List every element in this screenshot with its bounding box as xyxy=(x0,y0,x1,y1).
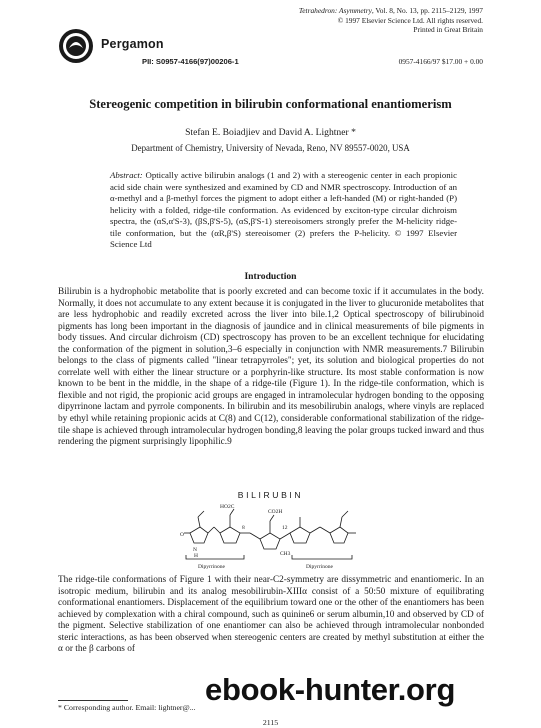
figure-label-n-left: N xyxy=(193,547,197,553)
figure-label-o-left: O xyxy=(180,532,184,538)
article-title: Stereogenic competition in bilirubin conformational enantiomerism xyxy=(89,97,452,111)
watermark: ebook-hunter.org xyxy=(205,672,456,707)
journal-name: Tetrahedron: Asymmetry xyxy=(298,6,372,15)
corresponding-author-footnote: * Corresponding author. Email: lightner@... xyxy=(58,703,196,712)
figure-label-co2h: CO2H xyxy=(268,509,283,515)
issn-price: 0957-4166/97 $17.00 + 0.00 xyxy=(398,57,483,66)
abstract xyxy=(110,170,457,251)
footnote-divider xyxy=(58,700,128,701)
figure-label-dipyrrinone-right: Dipyrrinone xyxy=(306,564,333,570)
printed-line: Printed in Great Britain xyxy=(413,25,483,35)
figure-label-ho2c: HO2C xyxy=(220,504,235,510)
section-heading-introduction: Introduction xyxy=(244,271,297,282)
publisher-logo xyxy=(58,28,94,64)
copyright-line: © 1997 Elsevier Science Ltd. All rights reserved. xyxy=(337,15,483,25)
figure-label-dipyrrinone-left: Dipyrrinone xyxy=(198,564,225,570)
figure-label-c8: 8 xyxy=(242,525,245,531)
journal-citation: , Vol. 8, No. 13, pp. 2115–2129, 1997 xyxy=(371,6,483,15)
article-affiliation: Department of Chemistry, University of Nevada, Reno, NV 89557-0020, USA xyxy=(131,143,410,153)
article-authors: Stefan E. Boiadjiev and David A. Lightner * xyxy=(185,127,356,138)
publisher-name: Pergamon xyxy=(101,37,164,51)
figure-label-c12: 12 xyxy=(282,525,288,531)
abstract-text: Optically active bilirubin analogs (1 and 2) with a stereogenic center in each propionic acid side chain were synthesized and examined by CD and NMR spectroscopy. Introduction of an α-methyl and a β-methyl forces the pigment to adopt either a left-handed (M) or right-handed (P) helicity with a folded, ridge-tile conformation. As evidenced by exciton-type circular dichroism spectra, the (αS,α'S-3), (βS,β'S-5), (αS,β'S-1) stereoisomers strongly prefer the M-helicity ridge-tile conformation, but the (αR,β'S) stereoisomer (2) prefers the P-helicity. © 1997 Elsevier Science Ltd xyxy=(110,170,457,249)
journal-info xyxy=(213,6,483,35)
intro-paragraph-1: Bilirubin is a hydrophobic metabolite that is poorly excreted and can become toxic if it accumulates in the body. Normally, it does not accumulate to any extent because it is conjugated in the liver to glucuronide metabolites that are less hydrophobic and readily excreted across the liver into bile.1,2 Optical spectroscopy of bilirubinoid pigments has long been important in the diagnosis of jaundice and in clinical measurements of bile pigments in body tissues. And circular dichroism (CD) spectroscopy has proven to be an excellent technique for elucidating the conformation of the pigment in solution,3–6 especially in conjunction with NMR measurements.7 Bilirubin belongs to the class of pigments called "linear tetrapyrroles"; yet, its solution and biological properties do not correlate well with either the linear structure or a porphyrin-like structure. Its most stable conformation is now known to be bent in the middle, in the shape of a ridge-tile (Figure 1). In the ridge-tile conformation, which is flexible and not rigid, the propionic acid groups are engaged in intramolecular hydrogen bonding to the opposing dipyrrinone lactam and pyrrole components. In bilirubin and its mesobilirubin analogs, where vinyls are replaced by ethyl while retaining propionic acids at C(8) and C(12), considerable conformational stabilization of the ridge-tile shape is achieved through intramolecular hydrogen bonding,8 leaving the polar groups tucked inward and thus rendering the pigment surprisingly lipophilic.9 xyxy=(58,287,484,448)
figure-label-h-left: H xyxy=(194,553,198,559)
figure-title: BILIRUBIN xyxy=(237,490,304,500)
figure-label-ch3: CH3 xyxy=(280,551,291,557)
intro-paragraph-2: The ridge-tile conformations of Figure 1 with their near-C2-symmetry are dissymmetric and enantiomeric. In an isotropic medium, bilirubin and its analog mesobilirubin-XIIIα consist of a 50:50 mixture of equilibrating conformational enantiomers. Displacement of the equilibrium toward one or the other of the enantiomers has been achieved by complexation with a chiral compound, such as quinine6 or serum albumin,10 and observed by CD of the pigment. Selective stabilization of one enantiomer can also be achieved through intramolecular nonbonded steric interactions, as has been observed when stereogenic centers are created by methyl substitution at either the α or the β carbons of xyxy=(58,575,484,655)
page-number: 2115 xyxy=(262,718,279,727)
abstract-label: Abstract: xyxy=(110,170,143,180)
pii: PII: S0957-4166(97)00206-1 xyxy=(142,57,239,66)
bilirubin-structure-figure xyxy=(180,499,380,571)
